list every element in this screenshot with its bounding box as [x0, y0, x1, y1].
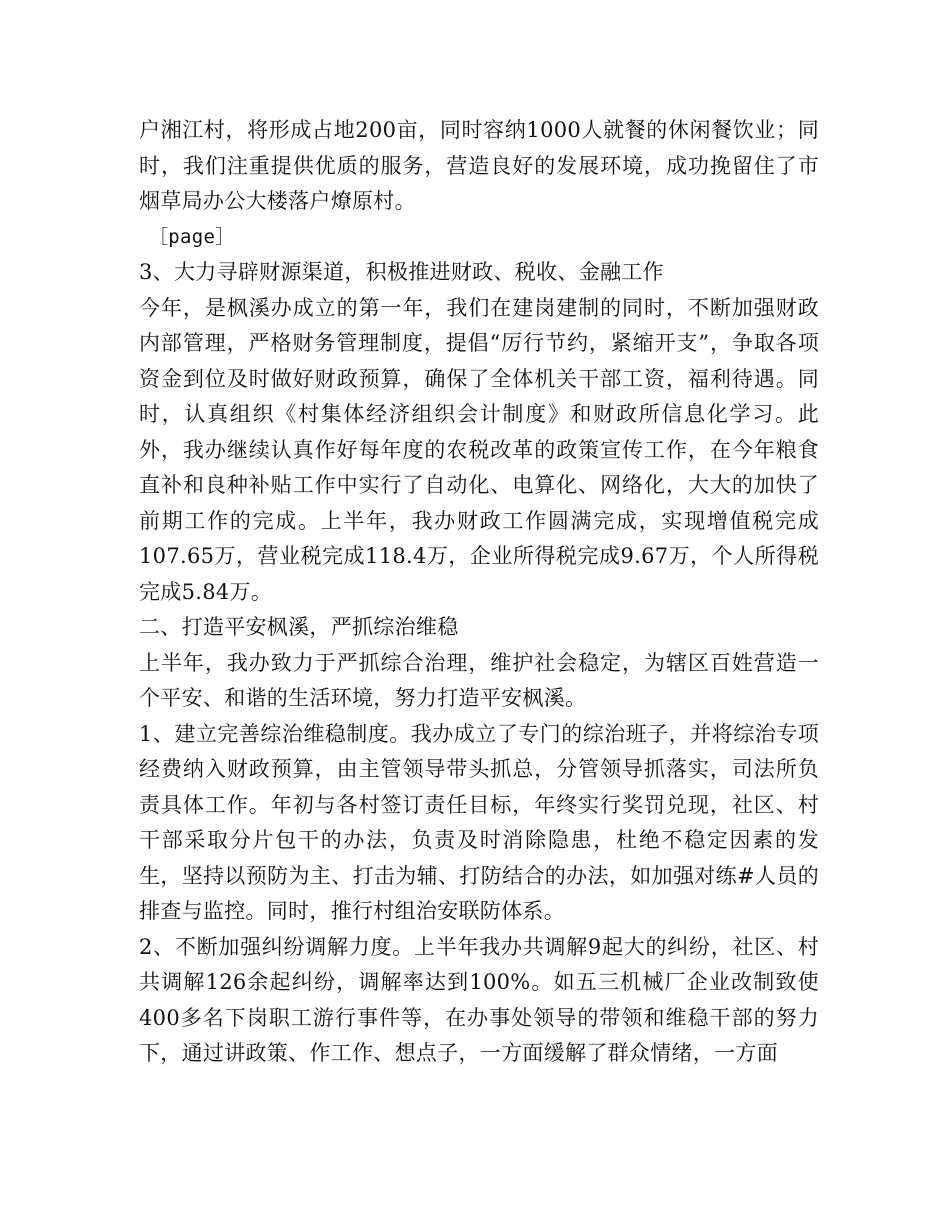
section-heading-safety: 二、打造平安枫溪，严抓综治维稳	[139, 615, 459, 639]
page-marker: ［page］	[149, 225, 235, 248]
paragraph-stability-system: 1、建立完善综治维稳制度。我办成立了专门的综治班子，并将综治专项经费纳入财政预算，由主管领导带头抓总，分管领导抓落实，司法所负责具体工作。年初与各村签订责任目标，年终实行奖罚兑现，社区、村干部采取分片包干的办法，负责及时消除隐患，杜绝不稳定因素的发生，坚持以预防为主、打击为辅、打防结合的办法，如加强对练#人员的排查与监控。同时，推行村组治安联防体系。	[139, 721, 819, 923]
paragraph-dispute-mediation: 2、不断加强纠纷调解力度。上半年我办共调解9起大的纠纷，社区、村共调解126余起纠纷，调解率达到100%。如五三机械厂企业改制致使400多名下岗职工游行事件等，在办事处领导的带领和维稳干部的努力下，通过讲政策、作工作、想点子，一方面缓解了群众情绪，一方面	[139, 934, 819, 1065]
document-body	[139, 113, 819, 1072]
paragraph-safety-intro: 上半年，我办致力于严抓综合治理，维护社会稳定，为辖区百姓营造一个平安、和谐的生活环境，努力打造平安枫溪。	[139, 650, 819, 710]
section-heading-finance: 3、大力寻辟财源渠道，积极推进财政、税收、金融工作	[139, 260, 664, 284]
paragraph-intro-continuation: 户湘江村，将形成占地200亩，同时容纳1000人就餐的休闲餐饮业；同时，我们注重提供优质的服务，营造良好的发展环境，成功挽留住了市烟草局办公大楼落户燎原村。	[139, 118, 819, 213]
paragraph-finance: 今年，是枫溪办成立的第一年，我们在建岗建制的同时，不断加强财政内部管理，严格财务管理制度，提倡“厉行节约，紧缩开支”，争取各项资金到位及时做好财政预算，确保了全体机关干部工资，福利待遇。同时，认真组织《村集体经济组织会计制度》和财政所信息化学习。此外，我办继续认真作好每年度的农税改革的政策宣传工作，在今年粮食直补和良种补贴工作中实行了自动化、电算化、网络化，大大的加快了前期工作的完成。上半年，我办财政工作圆满完成，实现增值税完成107.65万，营业税完成118.4万，企业所得税完成9.67万，个人所得税完成5.84万。	[139, 295, 819, 604]
